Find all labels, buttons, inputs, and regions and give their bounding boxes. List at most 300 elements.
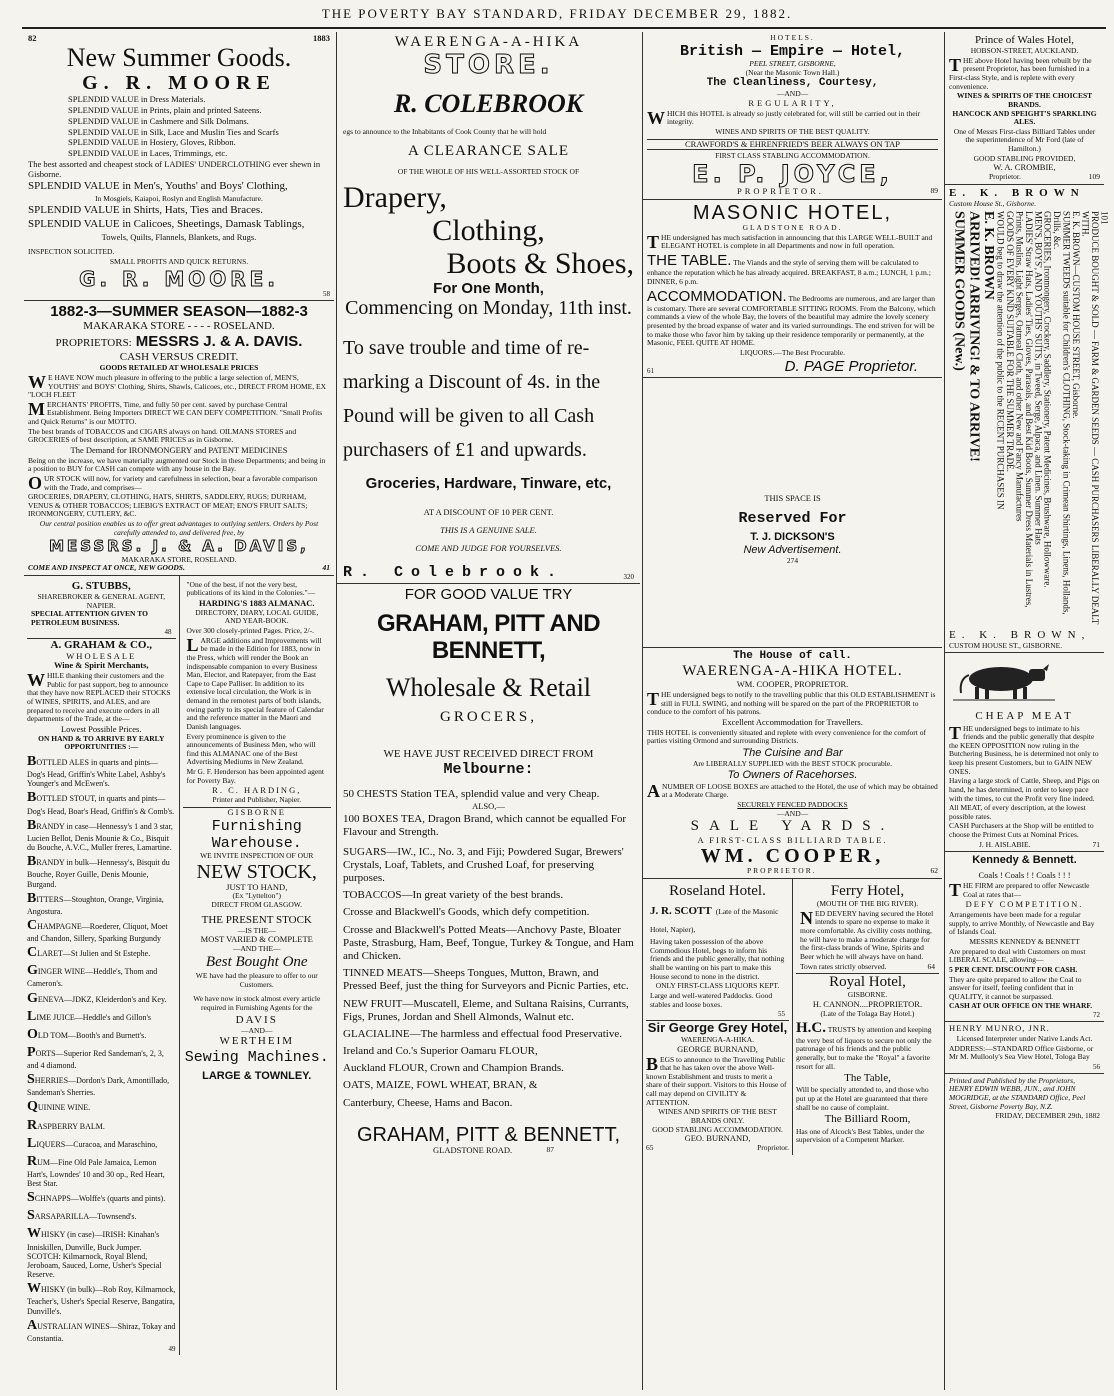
ferry-advert xyxy=(796,881,939,974)
pw-wines: WINES & SPIRITS OF THE CHOICEST BRANDS. xyxy=(956,91,1093,109)
judge-line: COME AND JUDGE FOR YOURSELVES. xyxy=(415,542,562,553)
hc-sig-prop: PROPRIETOR. xyxy=(747,866,817,876)
furn-ex: (Ex "Lyttelton") xyxy=(232,891,281,901)
mas-liquors: LIQUORS.—The Best Procurable. xyxy=(740,347,845,357)
colebrook-begs: egs to announce to the Inhabitants of Cook County that he will hold xyxy=(343,127,547,137)
british-empire-advert xyxy=(643,32,942,200)
kb-p1: THE FIRM are prepared to offer Newcastle Coal at rates that— xyxy=(949,880,1090,901)
ros-num: 55 xyxy=(778,1010,785,1019)
col1-lower xyxy=(24,576,334,1355)
mas-title: MASONIC HOTEL, xyxy=(692,202,893,225)
meat-title: CHEAP MEAT xyxy=(975,710,1074,723)
furn-place: GISBORNE xyxy=(227,806,286,817)
royal-place: GISBORNE. xyxy=(847,990,888,1000)
furn-just: JUST TO HAND, xyxy=(226,881,288,892)
graham-item: CHAMPAGNE—Roederer, Cliquot, Moet and Chandon, Sillery, Sparking Burgundy xyxy=(27,917,168,944)
harding-p2: Every prominence is given to the announcements of Business Men, who will find this ALMANAC one of the Best Advertising Mediums in New Zealand. xyxy=(186,731,316,767)
moore-num: 58 xyxy=(323,289,330,298)
sg-prop: Proprietor. xyxy=(757,1142,789,1152)
space-num: 274 xyxy=(786,556,799,566)
davis-come: COME AND INSPECT AT ONCE, NEW GOODS. xyxy=(28,563,185,573)
graham-advert xyxy=(27,639,176,1353)
commencing: Commencing on Monday, 11th inst. xyxy=(345,297,632,320)
cow-illustration xyxy=(949,659,1059,701)
moore-inspection: INSPECTION SOLICITED. xyxy=(28,247,115,257)
colebrook-signature: R. Colebrook. xyxy=(343,563,565,581)
hc-cuisine: The Cuisine and Bar xyxy=(742,746,843,759)
ferry-terms: Town rates strictly observed. xyxy=(800,961,887,971)
davis-demand: The Demand for IRONMONGERY and PATENT MEDICINES xyxy=(70,444,288,455)
gpb-sugars: SUGARS—IW., IC., No. 3, and Fiji; Powdered Sugar, Brewers' Crystals, Loaf, Tablets, and Crushed Loaf, for preserving purposes. xyxy=(343,845,624,884)
colebrook-name: R. COLEBROOK xyxy=(393,88,584,118)
pw-p1: THE above Hotel having been rebuilt by the present Proprietor, has been furnished in a First-class Style, and is replete with every convenience. xyxy=(949,54,1092,91)
meat-p4: CASH Purchasers at the Shop will be entitled to choose the Primest Cuts at Nominal Prices. xyxy=(949,821,1094,840)
gpb-received: WE HAVE JUST RECEIVED DIRECT FROM xyxy=(383,747,594,760)
prince-of-wales-advert xyxy=(945,32,1104,185)
moore-line: SPLENDID VALUE in Laces, Trimmings, etc. xyxy=(68,148,228,159)
clearance-heading: A CLEARANCE SALE xyxy=(407,143,569,160)
be-clean: The Cleanliness, Courtesy, xyxy=(706,77,879,90)
space-line-1: THIS SPACE IS xyxy=(764,492,821,503)
ekb-bottom-sub: CUSTOM HOUSE ST., GISBORNE. xyxy=(949,640,1063,650)
mas-accom: ACCOMMODATION. xyxy=(647,287,787,305)
hc-excellent: Excellent Accommodation for Travellers. xyxy=(722,716,863,727)
ros-p1: Having taken possession of the above Commodious Hotel, begs to inform his friends and the public generally, that nothing shall be wanting on his part to make this House second to none in the district. xyxy=(650,937,785,981)
be-wines: WINES AND SPIRITS OF THE BEST QUALITY. xyxy=(715,126,870,136)
column-3 xyxy=(642,32,942,1390)
colebrook-num: 320 xyxy=(623,572,634,581)
ekb-v6: SUMMER TWEEDS suitable for Children's CLOTHING, Stock-taking in Crimean Shirtings, Linens, Hollands, Drills, &c. xyxy=(1052,210,1072,615)
davis-props: MESSRS J. & A. DAVIS. xyxy=(135,333,303,351)
graham-item: SHERRIES—Dordon's Dark, Amontillado, Sandeman's Sherries. xyxy=(27,1072,170,1098)
royal-cannon: H. CANNON....PROPRIETOR. xyxy=(812,999,923,1010)
hm-name: HENRY MUNRO, JNR. xyxy=(949,1023,1050,1034)
be-stabling: FIRST CLASS STABLING ACCOMMODATION. xyxy=(715,151,870,161)
davis-season: 1882-3—SUMMER SEASON—1882-3 xyxy=(50,302,308,320)
column-1 xyxy=(24,32,334,1390)
hc-p3: ANUMBER OF LOOSE BOXES are attached to the Hotel, the use of which may be obtained at a Moderate Charge. xyxy=(647,780,938,801)
henry-munro-advert xyxy=(945,1022,1104,1074)
graham-wholesale: WHOLESALE xyxy=(66,650,137,661)
sg-wines: WINES AND SPIRITS OF THE BEST BRANDS ONLY. xyxy=(658,1107,777,1125)
ekb-v4: MEN'S, BOYS', AND YOUTHS' SUITS, in Tweed, Serge, Alpaca, and Linen. Summer Hats xyxy=(1033,210,1044,545)
royal-title: Royal Hotel, xyxy=(829,974,906,991)
furn-best: Best Bought One xyxy=(205,953,308,970)
store-heading: STORE. xyxy=(423,50,554,81)
gpb-auckland: Auckland FLOUR, Crown and Champion Brands. xyxy=(343,1062,564,1075)
ekb-top: E. K. BROWN xyxy=(949,186,1085,199)
gpb-signature: GRAHAM, PITT & BENNETT, xyxy=(357,1123,620,1146)
space-line-4: New Advertisement. xyxy=(743,543,842,556)
sg-p1: BEGS to announce to the Travelling Public that he has taken over the above Well-known Establishment and trusts to merit a share of their support. Visitors to this House of call may depend on CIVILITY & ATTENTION. xyxy=(646,1053,787,1107)
furn-sig-b: TOWNLEY. xyxy=(254,1069,312,1082)
davis-num: 41 xyxy=(322,563,330,573)
stubbs-role: SHAREBROKER & GENERAL AGENT, NAPIER. xyxy=(37,592,165,610)
graham-item: LIQUERS—Curacoa, and Maraschino, xyxy=(27,1135,158,1151)
ekb-v-big1: SUMMER GOODS (New.) xyxy=(951,210,967,371)
sg-name: GEORGE BURNAND, xyxy=(677,1043,758,1054)
royal-p1: TRUSTS by attention and keeping the very best of liquors to secure not only the patronage of his friends and the public generally, but to make the "Royal" a favorite resort for all. xyxy=(796,1024,932,1071)
ekb-vnum: 101 xyxy=(1099,210,1110,225)
gpb-tea2: 100 BOXES TEA, Dragon Brand, which cannot be equalled For Flavour and Strength. xyxy=(343,813,626,839)
ekb-vertical-block xyxy=(949,209,1110,629)
gpb-also: ALSO,— xyxy=(472,801,505,812)
meat-p1: THE undersigned begs to intimate to his friends and the public generally that despite the KEEN OPPOSITION now ruling in the Butchering Business, he is determined not only to keep his present Customers, but to GAIN NEW ONES. xyxy=(949,722,1099,776)
moore-towels: Towels, Quilts, Flannels, Blankets, and Rugs. xyxy=(101,231,257,242)
mas-num: 61 xyxy=(647,366,654,375)
graham-item: SCHNAPPS—Wolffe's (quarts and pints). xyxy=(27,1190,166,1206)
hm-role: Licensed Interpreter under Native Lands Act. xyxy=(956,1033,1093,1043)
graham-item: BOTTLED STOUT, in quarts and pints—Dog's Head, Boar's Head, Griffin's & Comb's. xyxy=(27,790,175,816)
graham-item: CLARET—St Julien and St Estephe. xyxy=(27,945,151,961)
ekb-v7: E. K. BROWN—CUSTOM HOUSE STREET, Gisborne. xyxy=(1071,210,1081,418)
gpb-wholesale: Wholesale & Retail xyxy=(385,673,592,703)
kb-title: Kennedy & Bennett. xyxy=(972,854,1077,867)
imprint-text: Printed and Published by the Proprietors, HENRY EDWIN WEBB, JUN., and JOHN MOGRIDGE, at the STANDARD Office, Peel Street, Gisborne Poverty Bay, N.Z. xyxy=(949,1075,1086,1111)
pw-hancock: HANCOCK AND SPEIGHT'S SPARKLING ALES. xyxy=(952,108,1097,127)
moore-shirts: SPLENDID VALUE in Shirts, Hats, Ties and Braces. xyxy=(28,204,263,217)
mas-accom-p: The Bedrooms are numerous, and are larger than is customary. There are several COMFORTABLE SITTING ROOMS. From the Balcony, which commands a view of the whole Bay, the lovers of the beautiful may admire the lovely scenery presented by the broad expanse of water and its varied surroundings. The end striven for will be to make those who favor him by taking up their residence temporarily or permanently, at the Masonic, FEEL QUITE AT HOME. xyxy=(647,293,936,348)
cheap-meat-advert xyxy=(945,653,1104,852)
col1-lower-right xyxy=(180,576,335,1355)
stubbs-num: 48 xyxy=(164,627,172,636)
waerenga-heading: WAERENGA-A-HIKA xyxy=(394,34,583,50)
save-line-4: purchasers of £1 and upwards. xyxy=(343,439,587,462)
graham-item: AUSTRALIAN WINES—Shiraz, Tokay and Constantia. xyxy=(27,1317,176,1343)
gpb-tinned: TINNED MEATS—Sheeps Tongues, Mutton, Brawn, and Pressed Beef, just the thing for Surveyors and Picnic Parties, etc. xyxy=(343,967,629,993)
hc-and: —AND— xyxy=(776,808,809,818)
furn-present: THE PRESENT STOCK xyxy=(201,913,312,926)
gpb-oats: OATS, MAIZE, FOWL WHEAT, BRAN, & xyxy=(343,1079,538,1092)
royal-table: The Table, xyxy=(844,1072,891,1085)
furn-wertheim: WERTHEIM xyxy=(219,1035,295,1048)
masonic-advert xyxy=(643,200,942,378)
graham-item: RASPBERRY BALM. xyxy=(27,1117,105,1133)
davis-p2: MERCHANTS' PROFITS, Time, and fully 50 per cent. saved by purchase Central Establishment. Being Importers DIRECT WE CAN DEFY COMPETITION. "Small Profits and Quick Returns" is our MOTTO. xyxy=(28,398,323,427)
masthead: THE POVERTY BAY STANDARD, FRIDAY DECEMBER 29, 1882. xyxy=(321,6,793,21)
save-line-2: marking a Discount of 4s. in the xyxy=(343,371,601,394)
graham-name: A. GRAHAM & CO., xyxy=(50,638,152,651)
kb-defy: DEFY COMPETITION. xyxy=(965,899,1084,910)
ekb-v3: LADIES' Straw Hats, Ladies' Ties, Gloves, Parasols, and Best Kid Boots, Summer Dress Materials in Lustres, Prints, Muslins, Light Serges, Oatmeal Cloth, and other New and Fancy Manufactures xyxy=(1014,210,1034,607)
furn-invite: WE INVITE INSPECTION OF OUR xyxy=(200,851,314,860)
davis-p3: The best brands of TOBACCOS and CIGARS always on hand. OILMANS STORES and GROCERIES of best description, at SAME PRICES as in Gisborne. xyxy=(28,426,297,445)
meat-num: 71 xyxy=(1092,839,1100,849)
gpb-name: GRAHAM, PITT AND BENNETT, xyxy=(376,610,601,664)
whole-stock: OF THE WHOLE OF HIS WELL-ASSORTED STOCK OF xyxy=(397,167,580,177)
graham-item: WHISKY (in bulk)—Rob Roy, Kilmarnock, Teacher's, Usher's Special Reserve, Bangatira, Dunville's. xyxy=(27,1281,176,1316)
stubbs-name: G. STUBBS, xyxy=(71,579,131,592)
mas-signature: D. PAGE Proprietor. xyxy=(784,357,918,375)
gpb-canterbury: Canterbury, Cheese, Hams and Bacon. xyxy=(343,1096,513,1109)
col3-lower xyxy=(643,879,942,1155)
moore-mosgiels: In Mosgiels, Kaiapoi, Roslyn and English Manufacture. xyxy=(95,193,263,203)
hc-owners: To Owners of Racehorses. xyxy=(727,768,858,781)
drapery: Drapery, xyxy=(343,180,447,214)
graham-item: WHISKY (in case)—IRISH: Kinahan's Inniskillen, Dunville, Buck Jumper. SCOTCH: Kilmarnock, Royal Blend, Jeroboam, Sauced, Lorne, Usher's Special Reserve. xyxy=(27,1226,162,1280)
graham-item: QUININE WINE. xyxy=(27,1099,91,1115)
boots: Boots & Shoes, xyxy=(446,246,634,280)
gpb-road: GLADSTONE ROAD. xyxy=(433,1144,513,1155)
gpb-tea1: 50 CHESTS Station TEA, splendid value and very Cheap. xyxy=(343,788,600,801)
moore-advert xyxy=(24,32,334,301)
sg-title: Sir George Grey Hotel, xyxy=(647,1020,788,1036)
furn-p2: We have now in stock almost every article required in Furnishing Agents for the xyxy=(193,994,321,1012)
furn-davis: DAVIS xyxy=(235,1013,278,1026)
harding-sub: DIRECTORY, DIARY, LOCAL GUIDE, AND YEAR-BOOK. xyxy=(195,607,319,626)
kb-discount: 5 PER CENT. DISCOUNT FOR CASH. xyxy=(949,964,1078,974)
royal-table-p: Will be specially attended to, and those who put up at the Hotel are guaranteed that there shall be no cause of complaint. xyxy=(796,1085,929,1112)
col3-lower-right xyxy=(793,879,942,1155)
kb-p4: They are quite prepared to allow the Coal to answer for itself, feeling confident that in QUALITY, it cannot be surpassed. xyxy=(949,974,1082,1001)
hc-billiard: A FIRST-CLASS BILLIARD TABLE. xyxy=(697,834,888,845)
imprint-date: FRIDAY, DECEMBER 29th, 1882 xyxy=(995,1111,1100,1121)
graham-item: SARSAPARILLA—Townsend's. xyxy=(27,1208,137,1224)
kb-office: CASH AT OUR OFFICE ON THE WHARF. xyxy=(949,1001,1093,1011)
davis-p1: WE HAVE NOW much pleasure in offering to the public a large selection of, MEN'S, YOUTHS' and BOYS' Clothing, Shirts, Shawls, Calicoes, etc., DIRECT FROM HOME, EX "LOCH FLEET xyxy=(28,371,326,400)
gpb-tobaccos: TOBACCOS—In great variety of the best brands. xyxy=(343,889,564,902)
gpb-for: FOR GOOD VALUE TRY xyxy=(404,585,573,603)
furn-sewing: Sewing Machines. xyxy=(184,1048,329,1066)
royal-advert xyxy=(796,974,939,1145)
gpb-ireland: Ireland and Co.'s Superior Oamaru FLOUR, xyxy=(343,1045,538,1058)
graham-item: BITTERS—Stoughton, Orange, Virginia, Angostura. xyxy=(27,890,164,916)
davis-advert xyxy=(24,301,334,576)
hc-num: 62 xyxy=(930,866,938,876)
moore-lines xyxy=(28,95,330,159)
gpb-glacialine: GLACIALINE—The harmless and effectual food Preservative. xyxy=(343,1027,622,1040)
be-street: PEEL STREET, GISBORNE, xyxy=(749,58,836,68)
royal-hc: H.C. xyxy=(796,1019,826,1036)
be-prop: PROPRIETOR. xyxy=(737,186,824,197)
meat-p2: Having a large stock of Cattle, Sheep, and Pigs on hand, he has determined, in order to keep pace with the times, to cut the Profit very fine indeed. xyxy=(949,776,1100,803)
graham-item: BOTTLED ALES in quarts and pints—Dog's Head, Griffin's White Label, Ashby's Younger's and McEwen's. xyxy=(27,754,166,789)
moore-line: SPLENDID VALUE in Silk, Lace and Muslin Ties and Scarfs xyxy=(68,126,279,137)
ros-liquors: ONLY FIRST-CLASS LIQUORS KEPT. xyxy=(655,981,780,991)
be-and: —AND— xyxy=(776,89,809,99)
masthead-rule xyxy=(22,27,1106,29)
hc-signature: WM. COOPER, xyxy=(700,845,885,868)
kennedy-bennett-advert xyxy=(945,852,1104,1022)
sg-num: 65 xyxy=(646,1142,654,1152)
ekb-v2: GOODS OF EVERY KIND SUITABLE FOR THE SUMMER TRADE. xyxy=(1004,210,1015,472)
be-near: (Near the Masonic Town Hall.) xyxy=(745,67,840,77)
genuine-line: THIS IS A GENUINE SALE. xyxy=(440,525,537,536)
mas-road: GLADSTONE ROAD. xyxy=(742,223,843,233)
space-line-2: Reserved For xyxy=(738,509,847,527)
graham-item: PORTS—Superior Red Sandeman's, 2, 3, and 4 diamond. xyxy=(27,1044,164,1070)
hm-num: 56 xyxy=(1093,1062,1100,1071)
pw-num: 109 xyxy=(1088,172,1100,182)
hc-p1: THE undersigned begs to notify to the travelling public that this OLD ESTABLISHMENT is still in FULL SWING, and nothing will be spared on the part of the PROPRIETOR to conduce to the comfort of his patrons. xyxy=(647,688,936,717)
year-right: 1883 xyxy=(313,33,330,43)
furn-and: —AND— xyxy=(241,1025,273,1035)
graham-item: LIME JUICE—Heddle's and Gillon's xyxy=(27,1008,151,1024)
gpb-melbourne: Melbourne: xyxy=(443,761,534,779)
hc-p2: THIS HOTEL is conveniently situated and replete with every convenience for the comfort of parties visiting Ormond and surrounding Districts. xyxy=(647,727,927,746)
furn-isthe: —IS THE— xyxy=(237,925,276,935)
davis-p5: OUR STOCK will now, for variety and carefulness in selection, bear a favorable comparison with the Trade, and comprises— xyxy=(28,472,318,493)
davis-props-label: PROPRIETORS: xyxy=(55,337,132,350)
graham-item: BRANDY in bulk—Hennessy's, Bisquit du Bouche, Royer Guille, Denis Mounie, Burgand. xyxy=(27,854,170,889)
ferry-mouth: (MOUTH OF THE BIG RIVER). xyxy=(816,899,919,909)
hc-paddocks: SECURELY FENCED PADDOCKS xyxy=(737,800,848,810)
kb-coals: Coals ! Coals ! ! Coals ! ! ! xyxy=(978,870,1071,881)
royal-billiard: The Billiard Room, xyxy=(824,1113,911,1126)
furn-new: NEW STOCK, xyxy=(196,860,317,883)
hc-prop: WM. COOPER, PROPRIETOR. xyxy=(736,679,849,690)
pw-signature: W. A. CROMBIE, xyxy=(993,162,1056,173)
be-p1: WHICH this HOTEL is already so justly celebrated for, will still be carried out in their integrity. xyxy=(647,107,921,128)
moore-line: SPLENDID VALUE in Cashmere and Silk Dolmans. xyxy=(68,115,249,126)
meat-p3: All MEAT, of every description, at the lowest possible rates. xyxy=(949,803,1086,821)
ros-paddocks: Large and well-watered Paddocks. Good stables and loose boxes. xyxy=(650,990,773,1009)
hc-supplied: Are LIBERALLY SUPPLIED with the BEST STOCK procurable. xyxy=(692,759,893,769)
ros-late: (Late of the Masonic Hotel, Napier), xyxy=(650,907,779,935)
sg-place: WAERENGA-A-HIKA. xyxy=(680,1035,755,1045)
furn-sig-a: LARGE xyxy=(202,1069,241,1082)
hotels-label: HOTELS. xyxy=(770,33,815,42)
roseland-advert xyxy=(646,881,789,1021)
furn-title: Furnishing Warehouse. xyxy=(211,817,302,852)
gpb-advert xyxy=(337,584,640,1158)
kb-num: 72 xyxy=(1093,1011,1100,1020)
davis-p7: Our central position enables us to offer great advantages to outlying settlers. Orders by Post carefully attended to, and delivered free, by xyxy=(39,519,319,537)
davis-goods: GOODS RETAILED AT WHOLESALE PRICES xyxy=(99,363,259,373)
ekb-v8: PRODUCE BOUGHT & SOLD — FARM & GARDEN SEEDS — CASH PURCHASERS LIBERALLY DEALT WITH. xyxy=(1080,210,1100,624)
ekb-bottom: E. K. BROWN, xyxy=(949,628,1091,641)
space-line-3: T. J. DICKSON'S xyxy=(750,530,835,543)
sg-stabling: GOOD STABLING ACCOMMODATION. xyxy=(652,1124,783,1134)
graham-item: BRANDY in case—Hennessy's 1 and 3 star, Lucien Bellot, Denis Mounie & Co., Bisquit du Bouche, A.V.C., Muller freres, Lamartine. xyxy=(27,817,173,853)
mas-table: THE TABLE. xyxy=(647,252,732,269)
ros-title: Roseland Hotel. xyxy=(669,882,766,899)
harding-quote: "One of the best, if not the very best, publications of its kind in the Colonies."— xyxy=(186,579,316,598)
moore-name: G. R. MOORE xyxy=(82,72,276,95)
graham-item: OLD TOM—Booth's and Burnett's. xyxy=(27,1026,147,1042)
harding-advert xyxy=(183,578,332,808)
moore-best: The best assorted and cheapest stock of LADIES' UNDERCLOTHING ever shewn in Gisborne. xyxy=(28,158,321,179)
moore-signature: G. R. MOORE. xyxy=(79,266,279,291)
ekb-v-big2: ARRIVED! ARRIVING! & TO ARRIVE! xyxy=(966,210,982,462)
be-beer: CRAWFORD'S & EHRENFRIED'S BEER ALWAYS ON TAP xyxy=(647,139,938,151)
pw-stabling: GOOD STABLING PROVIDED, xyxy=(973,153,1076,163)
moore-mens: SPLENDID VALUE in Men's, Youths' and Boys' Clothing, xyxy=(28,180,288,193)
year-left: 82 xyxy=(28,33,37,43)
davis-signature: MESSRS. J. & A. DAVIS, xyxy=(49,537,309,556)
be-title: British — Empire — Hotel, xyxy=(679,42,906,60)
ekb-v-name: E. K. BROWN xyxy=(981,210,997,300)
gpb-meats: Crosse and Blackwell's Potted Meats—Anchovy Paste, Bloater Paste, Strasburg, Ham, Beef, Tongue, Turkey & Tongue, and Ham and Chicken. xyxy=(343,923,634,962)
one-month: For One Month, xyxy=(433,279,544,297)
imprint xyxy=(945,1074,1104,1124)
stubbs-special: SPECIAL ATTENTION GIVEN TO PETROLEUM BUSINESS. xyxy=(31,609,148,627)
graham-item: GINGER WINE—Heddle's, Thom and Cameron's. xyxy=(27,963,158,989)
meat-signature: J. H. AISLABIE. xyxy=(979,839,1031,849)
moore-line: SPLENDID VALUE in Hosiery, Gloves, Ribbon. xyxy=(68,137,236,148)
gpb-num: 87 xyxy=(546,1144,554,1154)
kb-p3: Are prepared to deal with Customers on most LIBERAL SCALE, allowing— xyxy=(949,946,1086,965)
sir-george-grey-advert xyxy=(646,1021,789,1152)
ekb-v1: WOULD beg to draw the attention of the public to the RECENT PURCHASES IN xyxy=(995,210,1006,510)
gpb-fruit: NEW FRUIT—Muscatell, Eleme, and Sultana Raisins, Currants, Figs, Prunes, Jordan and Shell Almonds, Walnut etc. xyxy=(343,997,629,1023)
pw-billiard: One of Messrs First-class Billiard Tables under the superintendence of Mr Ford (late of Hamilton.) xyxy=(953,126,1096,154)
furn-direct: DIRECT FROM GLASGOW. xyxy=(211,900,303,910)
discount-line: AT A DISCOUNT OF 10 PER CENT. xyxy=(423,507,554,518)
moore-small: SMALL PROFITS AND QUICK RETURNS. xyxy=(109,257,249,267)
furn-andthe: —AND THE— xyxy=(232,944,281,954)
ekb-v5: GROCERIES, Ironmongery, Crockery, Saddlery, Stationery, Patent Medicines, Brushware, Hollowware. xyxy=(1042,210,1053,588)
dickson-space xyxy=(643,378,942,648)
davis-p6: GROCERIES, DRAPERY, CLOTHING, HATS, SHIRTS, SADDLERY, RUGS; DURHAM, VENUS & OTHER TOBACCOS; LIEBIG'S EXTRACT OF MEAT; ENO'S FRUIT SALTS; IRONMONGERY, CUTLERY, &C. xyxy=(28,492,308,519)
save-line-3: Pound will be given to all Cash xyxy=(343,405,595,428)
col1-lower-left xyxy=(24,576,180,1355)
hc-title: The House of call. xyxy=(733,649,852,662)
harding-title: HARDING'S 1883 ALMANAC. xyxy=(199,598,315,609)
ferry-title: Ferry Hotel, xyxy=(830,882,905,899)
be-joyce: E. P. JOYCE, xyxy=(692,159,893,188)
hm-addr: ADDRESS:—STANDARD Office Gisborne, or Mr M. Mullooly's Sea View Hotel, Tologa Bay xyxy=(949,1043,1094,1062)
colebrook-advert xyxy=(337,32,640,584)
pw-title: Prince of Wales Hotel, xyxy=(974,34,1075,46)
house-of-call-advert xyxy=(643,648,942,879)
mas-table-p: The Viands and the style of serving them will be calculated to enhance the reputation which he has already acquired. BREAKFAST, 8 a.m.; LUNCH, 1 p.m.; DINNER, 6 p.m. xyxy=(647,258,931,286)
moore-title: New Summer Goods. xyxy=(66,42,292,72)
harding-agent: Mr G. F. Henderson has been appointed agent for Poverty Bay. xyxy=(186,767,324,785)
royal-late: (Late of the Tolaga Bay Hotel.) xyxy=(820,1008,915,1018)
mas-p1: THE undersigned has much satisfaction in announcing that this LARGE WELL-BUILT and ELEGANT HOTEL is complete in all Departments and now in full operation. xyxy=(647,231,933,252)
furn-most: MOST VARIED & COMPLETE xyxy=(200,934,313,945)
be-reg: REGULARITY, xyxy=(748,97,837,108)
ros-name: J. R. SCOTT xyxy=(650,905,712,918)
ek-brown-advert xyxy=(945,185,1110,654)
harding-name: R. C. HARDING, xyxy=(212,785,302,796)
kb-p2: Arrangements have been made for a regular supply, to arrive Monthly, of Newcastle and Bay of Islands Coal. xyxy=(949,910,1095,937)
clothing: Clothing, xyxy=(432,213,545,247)
pw-street: HOBSON-STREET, AUCKLAND. xyxy=(970,46,1079,56)
hc-name: WAERENGA-A-HIKA HOTEL. xyxy=(682,662,903,679)
graham-hand: ON HAND & TO ARRIVE BY EARLY OPPORTUNITIES :— xyxy=(38,733,165,752)
sg-signature: GEO. BURNAND, xyxy=(684,1133,751,1144)
furn-p1: WE have had the pleasure to offer to our Customers. xyxy=(195,971,318,989)
be-num: 89 xyxy=(930,186,938,196)
harding-pages: Over 300 closely-printed Pages. Price, 2/-. xyxy=(186,626,314,636)
groceries-line: Groceries, Hardware, Tinware, etc, xyxy=(365,475,612,493)
gpb-crosse: Crosse and Blackwell's Goods, which defy competition. xyxy=(343,906,590,919)
moore-calicoes: SPLENDID VALUE in Calicoes, Sheetings, Damask Tablings, xyxy=(28,218,305,231)
graham-p1: WHILE thanking their customers and the Public for past support, beg to announce that they have now REPLACED their STOCKS of WINES, SPIRITS, and ALES, and are prepared to receive and execute orders in all departments of the Trade, at the— xyxy=(27,670,171,724)
kb-messrs: MESSRS KENNEDY & BENNETT xyxy=(969,937,1080,947)
ferry-num: 64 xyxy=(927,961,935,971)
harding-role: Printer and Publisher, Napier. xyxy=(212,795,302,805)
davis-signature-2: MAKARAKA STORE, ROSELAND. xyxy=(121,554,237,564)
furnishing-advert: GISBORNE Furnishing Warehouse. WE INVITE INSPECTION OF OUR NEW STOCK, JUST TO HAND, (Ex "Lyttelton") DIRECT FROM GLASGOW. THE PRESENT STOCK —IS THE— MOST VARIED & COMPLETE —AND THE— Best Bought One WE have had the pleasure to offer to our Customers. We have now in stock almost every article required in Furnishing Agents for the DAVIS —AND— WERTHEIM Sewing Machines. LARGE & TOWNLEY. xyxy=(183,808,332,1083)
davis-cash: CASH VERSUS CREDIT. xyxy=(119,351,239,364)
ferry-p1: NED DEVERY having secured the Hotel intends to spare no expense to make it more comfortable. As civility costs nothing, he will have to make a moderate charge for the first-class brands of Wine, Spirits and Beer which he will always have on hand. xyxy=(800,907,934,961)
graham-lowest: Lowest Possible Prices. xyxy=(60,723,142,734)
col3-lower-left xyxy=(643,879,793,1155)
column-2 xyxy=(336,32,640,1390)
moore-line: SPLENDID VALUE in Dress Materials. xyxy=(68,94,206,105)
davis-p4: Being on the increase, we have materially augmented our Stock in these Departments; and being in a position to BUY for CASH can compete with any house in the Bay. xyxy=(28,455,326,474)
harding-p1: LARGE additions and Improvements will be made in the Edition for 1883, now in the Press, which will render the Book an indispensable companion to every Business Man, Elector, and Ratepayer, from the East Cape to Cape Palliser. In addition to its extensive local circulation, the Work is in demand in the remotest parts of both islands, owing partly to its special feature of Calendar and the reference matter in the Maori and Danish languages. xyxy=(186,634,324,731)
gpb-grocers: GROCERS, xyxy=(440,708,537,725)
pw-prop: Proprietor. xyxy=(989,172,1021,182)
moore-line: SPLENDID VALUE in Prints, plain and printed Sateens. xyxy=(68,105,262,116)
column-4 xyxy=(944,32,1110,1390)
graham-item: GENEVA—JDKZ, Kleiderdon's and Key. xyxy=(27,990,167,1006)
royal-billiard-p: Has one of Alcock's Best Tables, under the supervision of a Competent Marker. xyxy=(796,1126,925,1145)
